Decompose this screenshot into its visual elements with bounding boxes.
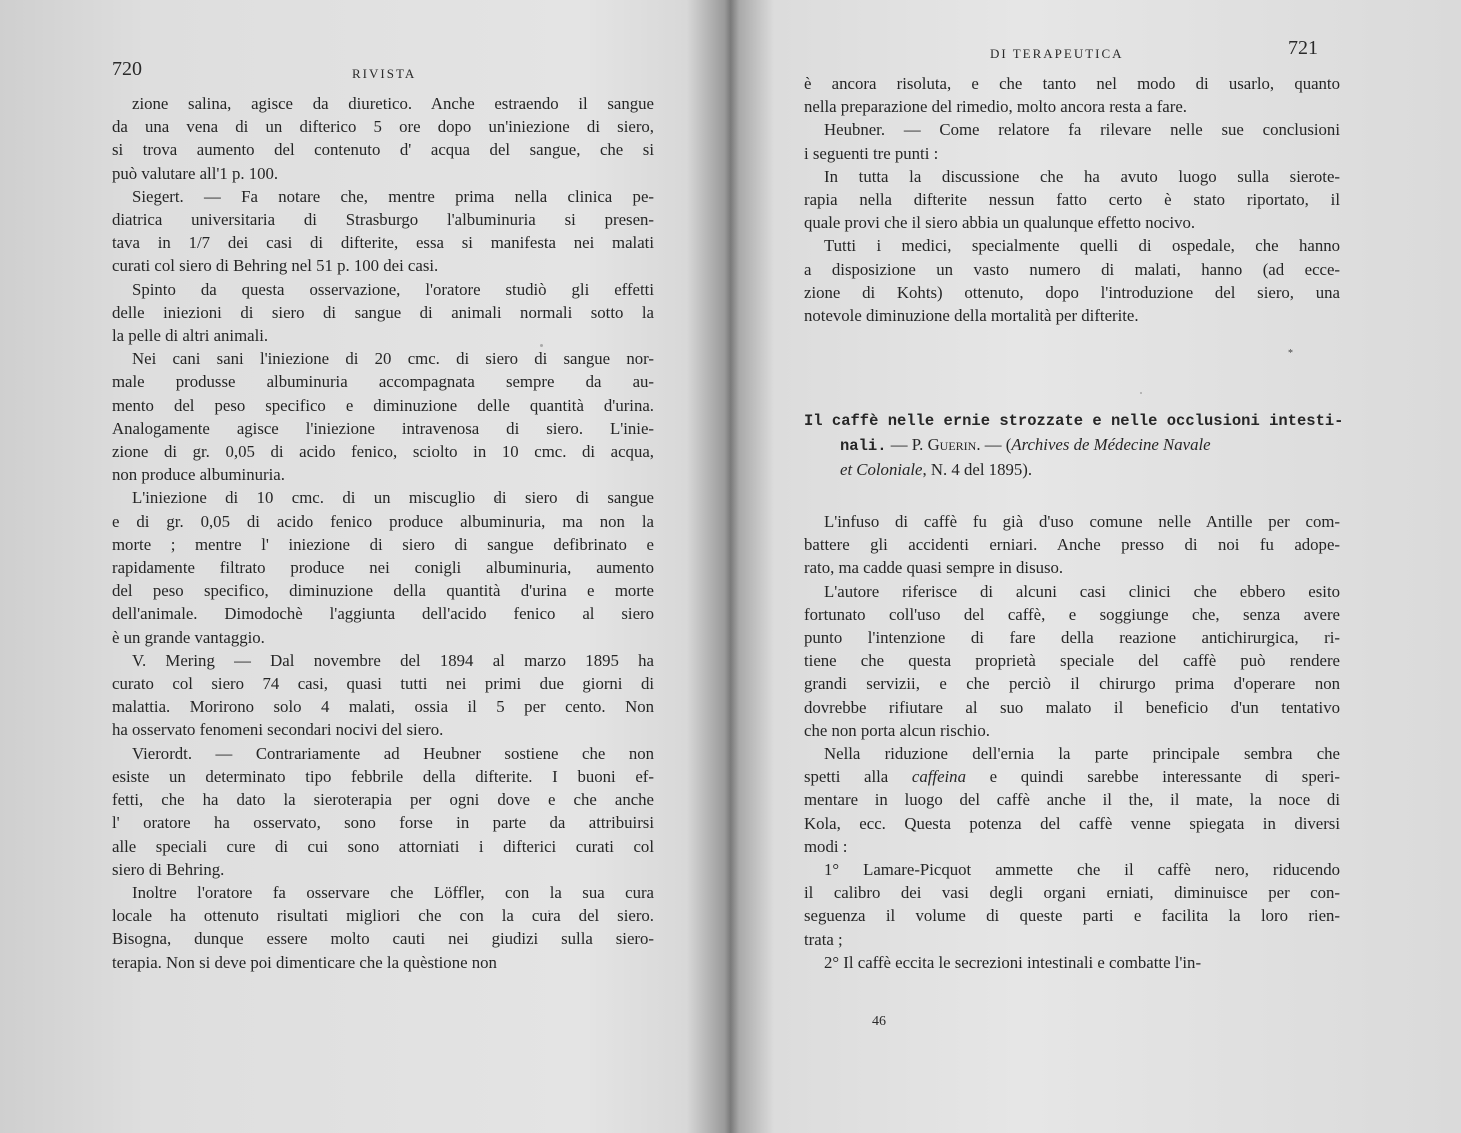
text-run: Nella riduzione dell'ernia la parte principale sembra che bbox=[824, 744, 1340, 764]
text-line: morte ; mentre l' iniezione di siero di sangue defibrinato e bbox=[112, 534, 654, 554]
text-run: mentare in luogo del caffè anche il the, il mate, la noce di bbox=[804, 790, 1340, 810]
paragraph bbox=[804, 742, 1340, 858]
text-line: V. Mering — Dal novembre del 1894 al marzo 1895 ha bbox=[132, 650, 654, 670]
paragraph bbox=[804, 580, 1340, 742]
article-author: Guerin bbox=[927, 435, 977, 454]
paragraph bbox=[804, 165, 1340, 235]
text-line: locale ha ottenuto risultati migliori che con la cura del siero. bbox=[112, 906, 654, 926]
text-line: fetti, che ha dato la sieroterapia per ogni dove e che anche bbox=[112, 790, 654, 810]
right-lower-text bbox=[804, 510, 1340, 974]
text-line: non produce albuminuria. bbox=[112, 465, 285, 485]
text-line bbox=[804, 742, 1340, 765]
text-line: da una vena di un difterico 5 ore dopo un'iniezione di siero, bbox=[112, 117, 654, 137]
text-line: fortunato coll'uso del caffè, e soggiunge che, senza avere bbox=[804, 604, 1340, 624]
article-journal-1: Archives de Médecine Navale bbox=[1011, 435, 1211, 454]
running-head: RIVISTA bbox=[352, 66, 417, 81]
text-line: ha osservato fenomeni secondari nocivi del siero. bbox=[112, 720, 444, 740]
paragraph bbox=[112, 347, 654, 486]
text-line: tava in 1/7 dei casi di difterite, essa si manifesta nei malati bbox=[112, 233, 654, 253]
article-title-line-1: Il caffè nelle ernie strozzate e nelle occlusioni intesti- bbox=[804, 412, 1344, 430]
text-line: Vierordt. — Contrariamente ad Heubner sostiene che non bbox=[132, 743, 654, 763]
paragraph bbox=[804, 118, 1340, 164]
text-line: L'iniezione di 10 cmc. di un miscuglio di siero di sangue bbox=[132, 488, 654, 508]
text-line: Inoltre l'oratore fa osservare che Löffler, con la sua cura bbox=[132, 882, 654, 902]
text-line: il calibro dei vasi degli organi erniati, diminuisce per con- bbox=[804, 883, 1340, 903]
article-after-author: . — ( bbox=[976, 435, 1012, 454]
speck bbox=[1140, 392, 1142, 394]
text-run: modi : bbox=[804, 836, 848, 856]
text-line: terapia. Non si deve poi dimenticare che la quèstione non bbox=[112, 952, 497, 972]
text-line: 2° Il caffè eccita le secrezioni intestinali e combatte l'in- bbox=[824, 952, 1202, 972]
signature-mark: 46 bbox=[872, 1014, 886, 1029]
speck bbox=[540, 344, 543, 347]
text-line: è ancora risoluta, e che tanto nel modo di usarlo, quanto bbox=[804, 74, 1340, 93]
text-run: Kola, ecc. Questa potenza del caffè venne spiegata in diversi bbox=[804, 813, 1340, 833]
text-line: può valutare all'1 p. 100. bbox=[112, 163, 279, 183]
paragraph bbox=[804, 858, 1340, 951]
text-line: Nei cani sani l'iniezione di 20 cmc. di siero di sangue nor- bbox=[132, 349, 654, 369]
text-line: quale provi che il siero abbia un qualunque effetto nocivo. bbox=[804, 213, 1196, 233]
text-line: Tutti i medici, specialmente quelli di ospedale, che hanno bbox=[824, 236, 1340, 256]
text-line: si trova aumento del contenuto d' acqua del sangue, che si bbox=[112, 140, 654, 160]
paragraph bbox=[804, 510, 1340, 580]
text-line: nella preparazione del rimedio, molto ancora resta a fare. bbox=[804, 97, 1187, 117]
speck bbox=[496, 498, 499, 501]
text-line: alle speciali cure di cui sono attorniati i difterici curati col bbox=[112, 836, 654, 856]
page-number: 720 bbox=[112, 58, 142, 80]
article-author-dash: — P. bbox=[886, 435, 928, 454]
paragraph bbox=[112, 881, 654, 974]
paragraph bbox=[112, 185, 654, 278]
right-page bbox=[732, 0, 1461, 1133]
text-line: Siegert. — Fa notare che, mentre prima nella clinica pe- bbox=[132, 186, 654, 206]
italic-run: caffeina bbox=[911, 767, 966, 787]
text-line: In tutta la discussione che ha avuto luogo sulla sierote- bbox=[824, 166, 1340, 186]
text-run: e quindi sarebbe interessante di speri- bbox=[965, 767, 1340, 787]
text-line: Bisogna, dunque essere molto cauti nei giudizi sulla siero- bbox=[112, 929, 654, 949]
text-line: seguenza il volume di queste parti e facilita la loro rien- bbox=[804, 906, 1340, 926]
text-line: siero di Behring. bbox=[112, 859, 225, 879]
paragraph bbox=[112, 486, 654, 648]
text-line: dovrebbe rifiutare al suo malato il beneficio d'un tentativo bbox=[804, 697, 1340, 717]
running-head: DI TERAPEUTICA bbox=[990, 46, 1124, 61]
text-line: dell'animale. Dimodochè l'aggiunta dell'acido fenico al siero bbox=[112, 604, 654, 624]
speck bbox=[548, 910, 550, 912]
text-line: del peso specifico, diminuzione della quantità d'urina e morte bbox=[112, 581, 654, 601]
page-number: 721 bbox=[1288, 37, 1318, 59]
text-line: i seguenti tre punti : bbox=[804, 143, 939, 163]
text-line: e di gr. 0,05 di acido fenico produce albuminuria, ma non la bbox=[112, 511, 654, 531]
paragraph bbox=[112, 278, 654, 348]
text-run: spetti alla bbox=[804, 767, 912, 787]
text-line: è un grande vantaggio. bbox=[112, 627, 265, 647]
article-title bbox=[804, 408, 1344, 482]
text-line: la pelle di altri animali. bbox=[112, 326, 269, 346]
text-line: zione di Kohts) ottenuto, dopo l'introduzione del siero, una bbox=[804, 282, 1340, 302]
article-journal-tail: , N. 4 del 1895). bbox=[922, 460, 1033, 479]
text-line: l' oratore ha osservato, sono forse in parte da attribuirsi bbox=[112, 813, 654, 833]
text-line: curati col siero di Behring nel 51 p. 100 dei casi. bbox=[112, 256, 439, 276]
text-line: notevole diminuzione della mortalità per difterite. bbox=[804, 306, 1139, 326]
text-line: Analogamente agisce l'iniezione intravenosa di siero. L'inie- bbox=[112, 418, 654, 438]
text-line: rato, ma cadde quasi sempre in disuso. bbox=[804, 558, 1064, 578]
text-line bbox=[804, 812, 1340, 835]
text-line: battere gli accidenti erniari. Anche presso di noi fu adope- bbox=[804, 535, 1340, 555]
paragraph bbox=[804, 951, 1340, 974]
text-line: 1° Lamare-Picquot ammette che il caffè nero, riducendo bbox=[824, 860, 1340, 880]
text-line: male produsse albuminuria accompagnata sempre da au- bbox=[112, 372, 654, 392]
paragraph bbox=[804, 72, 1340, 118]
paragraph bbox=[112, 742, 654, 881]
text-line: delle iniezioni di siero di sangue di animali normali sotto la bbox=[112, 302, 654, 322]
text-line: Heubner. — Come relatore fa rilevare nelle sue conclusioni bbox=[824, 120, 1340, 140]
text-line: diatrica universitaria di Strasburgo l'albuminuria si presen- bbox=[112, 210, 654, 230]
text-line bbox=[804, 765, 1340, 788]
paragraph bbox=[804, 234, 1340, 327]
article-title-line-2: nali. bbox=[840, 437, 887, 455]
text-line: punto l'intenzione di fare della reazione antichirurgica, ri- bbox=[804, 628, 1340, 648]
text-line: zione salina, agisce da diuretico. Anche estraendo il sangue bbox=[132, 94, 654, 113]
text-line: rapidamente filtrato produce nei conigli albuminuria, aumento bbox=[112, 558, 654, 578]
text-line: curato col siero 74 casi, quasi tutti nei primi due giorni di bbox=[112, 674, 654, 694]
text-line: mento del peso specifico e diminuzione delle quantità d'urina. bbox=[112, 395, 654, 415]
text-line: che non porta alcun rischio. bbox=[804, 720, 990, 740]
text-line: trata ; bbox=[804, 929, 843, 949]
article-journal-2: et Coloniale bbox=[840, 460, 923, 479]
right-upper-text bbox=[804, 72, 1340, 327]
text-line: L'infuso di caffè fu già d'uso comune nelle Antille per com- bbox=[824, 512, 1340, 531]
left-page bbox=[0, 0, 728, 1133]
text-line bbox=[804, 788, 1340, 811]
paragraph bbox=[112, 92, 654, 185]
separator-star: * bbox=[1288, 348, 1293, 359]
text-line: Spinto da questa osservazione, l'oratore studiò gli effetti bbox=[132, 279, 654, 299]
text-line bbox=[804, 835, 1340, 858]
text-line: esiste un determinato tipo febbrile della difterite. I buoni ef- bbox=[112, 766, 654, 786]
text-line: grandi servizii, e che perciò il chirurgo prima d'operare non bbox=[804, 674, 1340, 694]
text-line: zione di gr. 0,05 di acido fenico, sciolto in 10 cmc. di acqua, bbox=[112, 442, 654, 462]
text-line: rapia nella difterite nessun fatto certo è stato riportato, il bbox=[804, 190, 1340, 210]
text-line: malattia. Morirono solo 4 malati, ossia il 5 per cento. Non bbox=[112, 697, 654, 717]
left-body-text bbox=[112, 92, 654, 974]
text-line: a disposizione un vasto numero di malati, hanno (ad ecce- bbox=[804, 259, 1340, 279]
paragraph bbox=[112, 649, 654, 742]
text-line: tiene che questa proprietà speciale del caffè può rendere bbox=[804, 651, 1340, 671]
text-line: L'autore riferisce di alcuni casi clinici che ebbero esito bbox=[824, 581, 1340, 601]
